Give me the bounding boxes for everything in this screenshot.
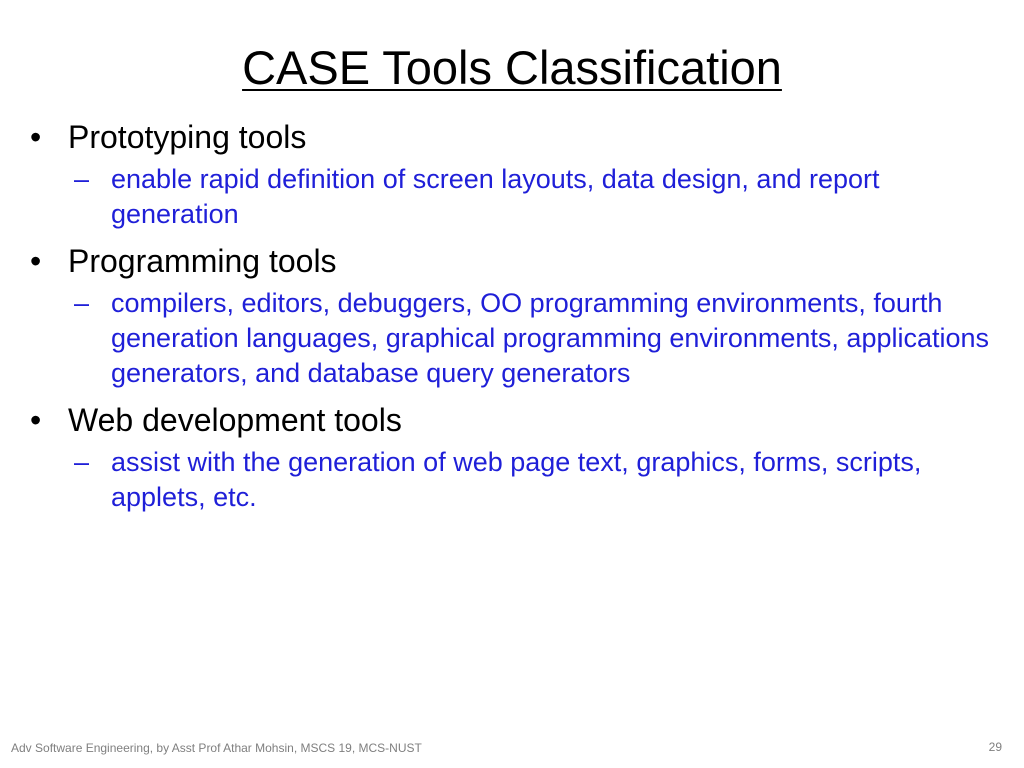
sub-bullet-text: compilers, editors, debuggers, OO programming environments, fourth generation languages, graphical programming environments, applications generators, and database query generators xyxy=(111,288,990,388)
bullet-heading: Programming tools xyxy=(68,243,337,279)
sub-bullet-text: assist with the generation of web page text, graphics, forms, scripts, applets, etc. xyxy=(111,447,922,512)
dash-icon: – xyxy=(74,288,90,318)
footer-text: Adv Software Engineering, by Asst Prof Athar Mohsin, MSCS 19, MCS-NUST xyxy=(11,741,422,755)
bullet-dot-icon: • xyxy=(30,119,42,155)
sub-bullet-text: enable rapid definition of screen layouts, data design, and report generation xyxy=(111,164,880,229)
bullet-item-prototyping-tools xyxy=(28,116,1008,158)
bullet-heading: Prototyping tools xyxy=(68,119,307,155)
sub-bullet-item xyxy=(28,286,1008,391)
bullet-item-programming-tools xyxy=(28,240,1008,282)
page-number: 29 xyxy=(988,740,1002,754)
bullet-dot-icon: • xyxy=(30,243,42,279)
bullet-heading: Web development tools xyxy=(68,402,402,438)
sub-bullet-item xyxy=(28,445,1008,515)
bullet-list xyxy=(28,116,1008,523)
slide-title: CASE Tools Classification xyxy=(242,41,782,94)
bullet-item-web-development-tools xyxy=(28,399,1008,441)
bullet-dot-icon: • xyxy=(30,402,42,438)
sub-bullet-item xyxy=(28,162,1008,232)
dash-icon: – xyxy=(74,447,90,477)
dash-icon: – xyxy=(74,164,90,194)
